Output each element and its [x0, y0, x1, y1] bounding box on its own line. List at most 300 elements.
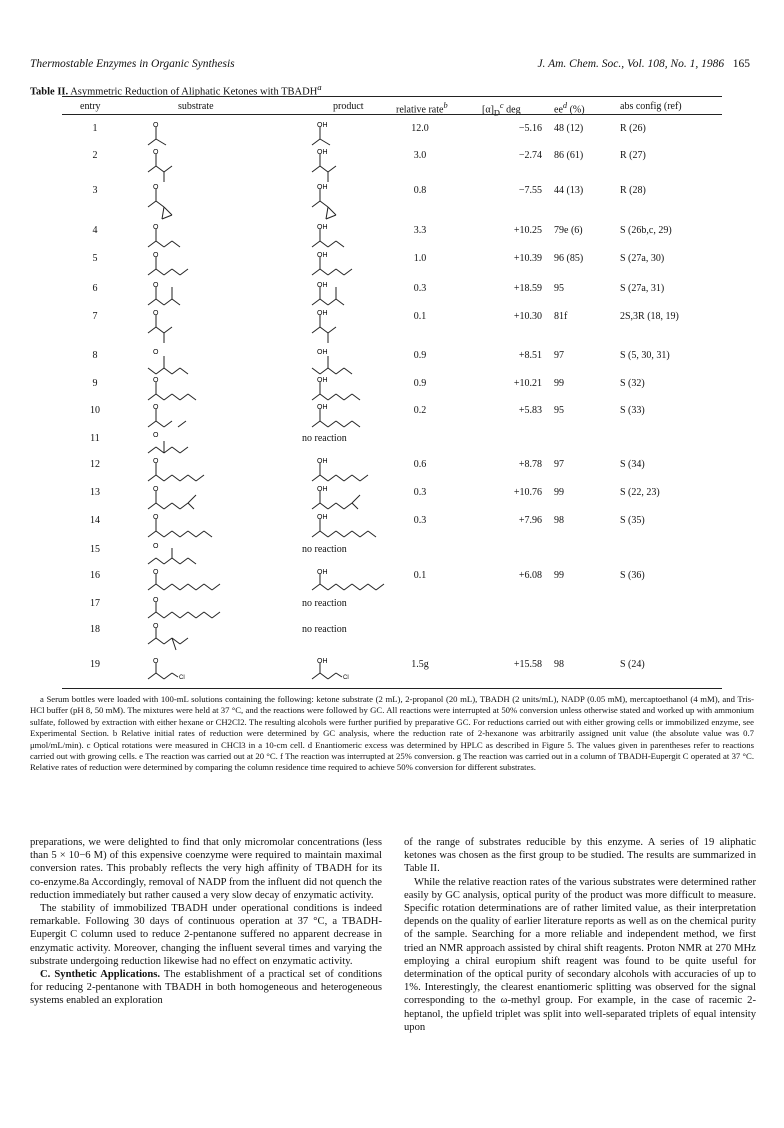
bond	[328, 241, 336, 247]
bond	[180, 584, 188, 590]
header-entry: entry	[80, 101, 101, 112]
body-column-left	[30, 836, 382, 1008]
bond	[164, 166, 172, 172]
bond	[328, 584, 336, 590]
bond	[188, 503, 194, 509]
bond	[344, 394, 352, 400]
enantiomeric-excess: 99	[554, 378, 564, 389]
bond	[172, 241, 180, 247]
bond	[180, 612, 188, 618]
chlorine-label: Cl	[179, 675, 185, 681]
bond	[320, 327, 328, 333]
bond	[320, 503, 328, 509]
bond	[312, 394, 320, 400]
optical-rotation: +15.58	[513, 659, 542, 670]
bond	[172, 558, 180, 564]
bond	[164, 241, 172, 247]
bond	[148, 299, 156, 305]
bond	[188, 394, 196, 400]
oxygen-label: O	[153, 543, 159, 550]
bond	[328, 421, 336, 427]
hydroxyl-label: OH	[317, 377, 328, 384]
bond	[320, 299, 328, 305]
bond	[172, 584, 180, 590]
bond	[156, 421, 164, 427]
bond	[328, 327, 336, 333]
entry-number: 8	[92, 350, 98, 361]
entry-number: 4	[92, 225, 98, 236]
chlorine-label: Cl	[343, 675, 349, 681]
absolute-configuration: S (5, 30, 31)	[620, 350, 670, 361]
hydroxyl-label: OH	[317, 458, 328, 465]
hydroxyl-label: OH	[317, 404, 328, 411]
journal-volume: Vol. 108, No. 1, 1986	[627, 58, 725, 70]
enantiomeric-excess: 48 (12)	[554, 123, 584, 134]
bond	[188, 584, 196, 590]
relative-rate: 1.5g	[411, 659, 429, 670]
bond	[320, 531, 328, 537]
hydroxyl-label: OH	[317, 569, 328, 576]
bond	[188, 475, 196, 481]
bond	[376, 584, 384, 590]
bond	[204, 584, 212, 590]
bond	[320, 394, 328, 400]
bond	[336, 241, 344, 247]
oxygen-label: O	[153, 432, 159, 439]
substrate-structure-3	[142, 183, 222, 215]
relative-rate: 0.9	[413, 378, 427, 389]
enantiomeric-excess: 99	[554, 487, 564, 498]
bond	[312, 269, 320, 275]
bond	[156, 368, 164, 374]
entry-number: 15	[90, 544, 100, 555]
table-title-footnote-mark: a	[317, 82, 322, 92]
relative-rate: 0.8	[413, 185, 427, 196]
bond	[336, 394, 344, 400]
bond	[312, 503, 320, 509]
absolute-configuration: S (35)	[620, 515, 645, 526]
bond	[360, 475, 368, 481]
entry-number: 1	[92, 123, 98, 134]
optical-rotation: −2.74	[518, 150, 542, 161]
relative-rate: 0.6	[413, 459, 427, 470]
bond	[312, 368, 320, 374]
optical-rotation: −7.55	[518, 185, 542, 196]
relative-rate: 1.0	[413, 253, 427, 264]
bond	[156, 531, 164, 537]
bond	[352, 421, 360, 427]
entry-number: 14	[90, 515, 100, 526]
bond	[148, 201, 156, 207]
bond	[368, 531, 376, 537]
entry-number: 9	[92, 378, 98, 389]
no-reaction-label: no reaction	[302, 433, 347, 444]
section-heading: C. Synthetic Applications.	[40, 969, 161, 981]
bond	[156, 612, 164, 618]
entry-number: 3	[92, 185, 98, 196]
bond	[212, 584, 220, 590]
bond	[328, 299, 336, 305]
optical-rotation: +10.39	[513, 253, 542, 264]
bond	[180, 531, 188, 537]
bond	[164, 394, 172, 400]
body-column-right	[404, 836, 756, 1034]
oxygen-label: O	[153, 486, 159, 493]
table-label: Table II.	[30, 86, 69, 98]
bond	[336, 421, 344, 427]
optical-rotation: +10.21	[513, 378, 542, 389]
bond	[336, 475, 344, 481]
bond	[164, 368, 172, 374]
oxygen-label: O	[153, 184, 159, 191]
hydroxyl-label: OH	[317, 184, 328, 191]
bond	[156, 299, 164, 305]
optical-rotation: +10.25	[513, 225, 542, 236]
bond	[156, 584, 164, 590]
bond	[180, 475, 188, 481]
bond	[188, 495, 196, 503]
bond	[188, 612, 196, 618]
oxygen-label: O	[153, 224, 159, 231]
bond	[368, 584, 376, 590]
enantiomeric-excess: 99	[554, 570, 564, 581]
substrate-structure-19	[142, 657, 222, 689]
bond	[180, 269, 188, 275]
entry-number: 16	[90, 570, 100, 581]
relative-rate: 0.3	[413, 283, 427, 294]
bond	[164, 447, 172, 453]
header-substrate: substrate	[178, 101, 214, 112]
entry-number: 19	[90, 659, 100, 670]
no-reaction-label: no reaction	[302, 598, 347, 609]
bond	[148, 421, 156, 427]
bond	[164, 584, 172, 590]
relative-rate: 0.2	[413, 405, 427, 416]
bond	[164, 638, 172, 644]
table-bottom-rule	[62, 688, 722, 689]
substrate-structure-7	[142, 309, 222, 341]
relative-rate: 0.3	[413, 487, 427, 498]
bond	[320, 475, 328, 481]
bond	[162, 207, 164, 219]
bond	[336, 269, 344, 275]
bond	[156, 166, 164, 172]
running-header-citation	[537, 58, 750, 70]
oxygen-label: O	[153, 122, 159, 129]
bond	[180, 394, 188, 400]
header-config: abs config (ref)	[620, 101, 682, 112]
bond	[344, 531, 352, 537]
bond	[164, 269, 172, 275]
bond	[328, 503, 336, 509]
bond	[156, 394, 164, 400]
bond	[164, 327, 172, 333]
absolute-configuration: S (34)	[620, 459, 645, 470]
absolute-configuration: S (27a, 31)	[620, 283, 665, 294]
absolute-configuration: S (33)	[620, 405, 645, 416]
bond	[172, 269, 180, 275]
enantiomeric-excess: 98	[554, 515, 564, 526]
entry-number: 11	[90, 433, 100, 444]
enantiomeric-excess: 44 (13)	[554, 185, 584, 196]
paragraph: preparations, we were delighted to find that only micromolar concentrations (less than 5 × 10−6 M) of this expensive coenzyme were required to maintain maximal conversion rates. This probably reflects the very high affinity of TBADH for its co-enzyme.8a Accordingly, removal of NADP from the influent did not quench the reduction immediately but rather caused a very slow decay of enzymatic activity.	[30, 837, 382, 901]
bond	[336, 299, 344, 305]
hydroxyl-label: OH	[317, 252, 328, 259]
hydroxyl-label: OH	[317, 149, 328, 156]
bond	[312, 327, 320, 333]
optical-rotation: −5.16	[518, 123, 542, 134]
absolute-configuration: S (36)	[620, 570, 645, 581]
bond	[172, 368, 180, 374]
bond	[196, 612, 204, 618]
product-structure-10	[306, 403, 386, 435]
bond	[156, 673, 164, 679]
relative-rate: 0.3	[413, 515, 427, 526]
enantiomeric-excess: 86 (61)	[554, 150, 584, 161]
oxygen-label: O	[153, 404, 159, 411]
oxygen-label: O	[153, 282, 159, 289]
absolute-configuration: R (28)	[620, 185, 646, 196]
bond	[188, 558, 196, 564]
relative-rate: 3.0	[413, 150, 427, 161]
bond	[328, 394, 336, 400]
bond	[344, 421, 352, 427]
bond	[212, 612, 220, 618]
bond	[148, 503, 156, 509]
product-structure-19	[306, 657, 386, 689]
page-number: 165	[732, 58, 750, 70]
bond	[320, 421, 328, 427]
bond	[320, 368, 328, 374]
bond	[328, 475, 336, 481]
bond	[312, 201, 320, 207]
bond	[162, 215, 172, 219]
optical-rotation: +6.08	[518, 570, 542, 581]
paragraph: While the relative reaction rates of the various substrates were determined rather easily by GC analysis, optical purity of the product was more difficult to measure. Specific rotation determinations are of rather limited value, as their interpretation depends on the quality of earlier literature reports as well as on the chemical purity of the sample. Searching for a more reliable and independent method, we first tried an NMR approach assisted by chiral shift reagents. Proton NMR at 270 MHz employing a chiral europium shift reagent was found to be quite useful for determination of the optical purity of secondary alcohols with accuracies of up to 1%. Interestingly, the clearest enantiomeric splitting was observed for the signal corresponding to the ω-methyl group. For example, in the case of racemic 2-heptanol, the upfield triplet was split into well-separated triplets of equal intensity upon	[404, 876, 756, 1033]
bond	[148, 394, 156, 400]
absolute-configuration: R (26)	[620, 123, 646, 134]
absolute-configuration: S (26b,c, 29)	[620, 225, 672, 236]
relative-rate: 3.3	[413, 225, 427, 236]
product-structure-2	[306, 148, 386, 180]
bond	[164, 475, 172, 481]
bond	[148, 139, 156, 145]
entry-number: 18	[90, 624, 100, 635]
bond	[320, 584, 328, 590]
bond	[312, 421, 320, 427]
bond	[172, 531, 180, 537]
no-reaction-label: no reaction	[302, 624, 347, 635]
bond	[312, 475, 320, 481]
optical-rotation: +5.83	[518, 405, 542, 416]
hydroxyl-label: OH	[317, 310, 328, 317]
bond	[328, 269, 336, 275]
enantiomeric-excess: 81f	[554, 311, 568, 322]
bond	[196, 531, 204, 537]
bond	[148, 558, 156, 564]
bond	[172, 447, 180, 453]
bond	[172, 394, 180, 400]
bond	[148, 612, 156, 618]
hydroxyl-label: OH	[317, 514, 328, 521]
bond	[326, 215, 336, 219]
table-title: Asymmetric Reduction of Aliphatic Ketones with TBADH	[70, 86, 318, 98]
bond	[148, 166, 156, 172]
oxygen-label: O	[153, 310, 159, 317]
oxygen-label: O	[153, 458, 159, 465]
absolute-configuration: 2S,3R (18, 19)	[620, 311, 679, 322]
oxygen-label: O	[153, 597, 159, 604]
header-rotation: $[\alpha]_D^c$ deg	[482, 101, 521, 118]
bond	[148, 241, 156, 247]
relative-rate: 0.1	[413, 570, 427, 581]
entry-number: 6	[92, 283, 98, 294]
bond	[156, 327, 164, 333]
bond	[336, 584, 344, 590]
enantiomeric-excess: 98	[554, 659, 564, 670]
bond	[156, 503, 164, 509]
absolute-configuration: S (27a, 30)	[620, 253, 665, 264]
absolute-configuration: S (32)	[620, 378, 645, 389]
bond	[196, 584, 204, 590]
table-header-rule	[62, 114, 722, 115]
bond	[312, 531, 320, 537]
bond	[164, 421, 172, 427]
bond	[156, 558, 164, 564]
product-structure-3	[306, 183, 386, 215]
bond	[164, 207, 172, 215]
bond	[360, 531, 368, 537]
enantiomeric-excess: 96 (85)	[554, 253, 584, 264]
hydroxyl-label: OH	[317, 282, 328, 289]
bond	[352, 495, 360, 503]
enantiomeric-excess: 79e (6)	[554, 225, 583, 236]
bond	[352, 475, 360, 481]
bond	[320, 139, 330, 145]
bond	[336, 673, 342, 677]
bond	[148, 531, 156, 537]
entry-number: 7	[92, 311, 98, 322]
optical-rotation: +8.51	[518, 350, 542, 361]
bond	[312, 166, 320, 172]
bond	[352, 503, 358, 509]
enantiomeric-excess: 97	[554, 459, 564, 470]
bond	[156, 638, 164, 644]
bond	[336, 531, 344, 537]
bond	[180, 447, 188, 453]
bond	[328, 531, 336, 537]
bond	[180, 638, 188, 644]
bond	[204, 612, 212, 618]
relative-rate: 0.1	[413, 311, 427, 322]
bond	[172, 612, 180, 618]
substrate-structure-14	[142, 513, 222, 545]
bond	[320, 269, 328, 275]
bond	[148, 447, 156, 453]
bond	[156, 475, 164, 481]
bond	[204, 531, 212, 537]
bond	[148, 368, 156, 374]
bond	[156, 241, 164, 247]
bond	[178, 421, 186, 427]
hydroxyl-label: OH	[317, 658, 328, 665]
relative-rate: 12.0	[411, 123, 429, 134]
entry-number: 10	[90, 405, 100, 416]
hydroxyl-label: OH	[317, 486, 328, 493]
bond	[180, 503, 188, 509]
bond	[180, 368, 188, 374]
bond	[172, 475, 180, 481]
bond	[180, 558, 188, 564]
bond	[156, 201, 164, 207]
bond	[326, 207, 328, 219]
bond	[312, 584, 320, 590]
oxygen-label: O	[153, 569, 159, 576]
bond	[148, 269, 156, 275]
bond	[164, 503, 172, 509]
table-top-rule	[62, 96, 722, 97]
oxygen-label: O	[153, 149, 159, 156]
absolute-configuration: S (24)	[620, 659, 645, 670]
product-structure-7	[306, 309, 386, 341]
bond	[328, 207, 336, 215]
substrate-structure-18	[142, 622, 222, 654]
bond	[320, 166, 328, 172]
bond	[164, 673, 172, 679]
bond	[148, 638, 156, 644]
paragraph: The stability of immobilized TBADH under operational conditions is indeed remarkable. Following 30 days of continuous operation at 37 °C, a TBADH-Eupergit C column used to reduce 2-pentanone suffered no apparent decrease in enzymatic activity. Moreover, changing the influent several times and varying the substrate undergoing reduction likewise had no effect on enzymatic activity.	[30, 903, 382, 967]
bond	[164, 612, 172, 618]
entry-number: 17	[90, 598, 100, 609]
enantiomeric-excess: 97	[554, 350, 564, 361]
bond	[344, 584, 352, 590]
bond	[312, 241, 320, 247]
bond	[156, 269, 164, 275]
relative-rate: 0.9	[413, 350, 427, 361]
bond	[344, 475, 352, 481]
absolute-configuration: R (27)	[620, 150, 646, 161]
oxygen-label: O	[153, 349, 159, 356]
bond	[320, 673, 328, 679]
oxygen-label: O	[153, 658, 159, 665]
bond	[352, 584, 360, 590]
optical-rotation: +7.96	[518, 515, 542, 526]
bond	[164, 558, 172, 564]
bond	[328, 166, 336, 172]
bond	[312, 299, 320, 305]
bond	[320, 241, 328, 247]
optical-rotation: +10.76	[513, 487, 542, 498]
entry-number: 13	[90, 487, 100, 498]
table-footnotes	[30, 694, 754, 774]
running-header-title: Thermostable Enzymes in Organic Synthesis	[30, 58, 235, 70]
bond	[196, 475, 204, 481]
bond	[148, 673, 156, 679]
bond	[336, 368, 344, 374]
hydroxyl-label: OH	[317, 349, 328, 356]
substrate-structure-2	[142, 148, 222, 180]
paragraph: C. Synthetic Applications. The establishment of a practical set of conditions for reducing 2-pentanone with TBADH in both homogeneous and heterogeneous systems enabled an exploration	[30, 969, 382, 1007]
bond	[156, 139, 166, 145]
entry-number: 5	[92, 253, 98, 264]
bond	[172, 299, 180, 305]
hydroxyl-label: OH	[317, 224, 328, 231]
oxygen-label: O	[153, 377, 159, 384]
optical-rotation: +18.59	[513, 283, 542, 294]
product-structure-5	[306, 251, 386, 283]
absolute-configuration: S (22, 23)	[620, 487, 660, 498]
oxygen-label: O	[153, 252, 159, 259]
